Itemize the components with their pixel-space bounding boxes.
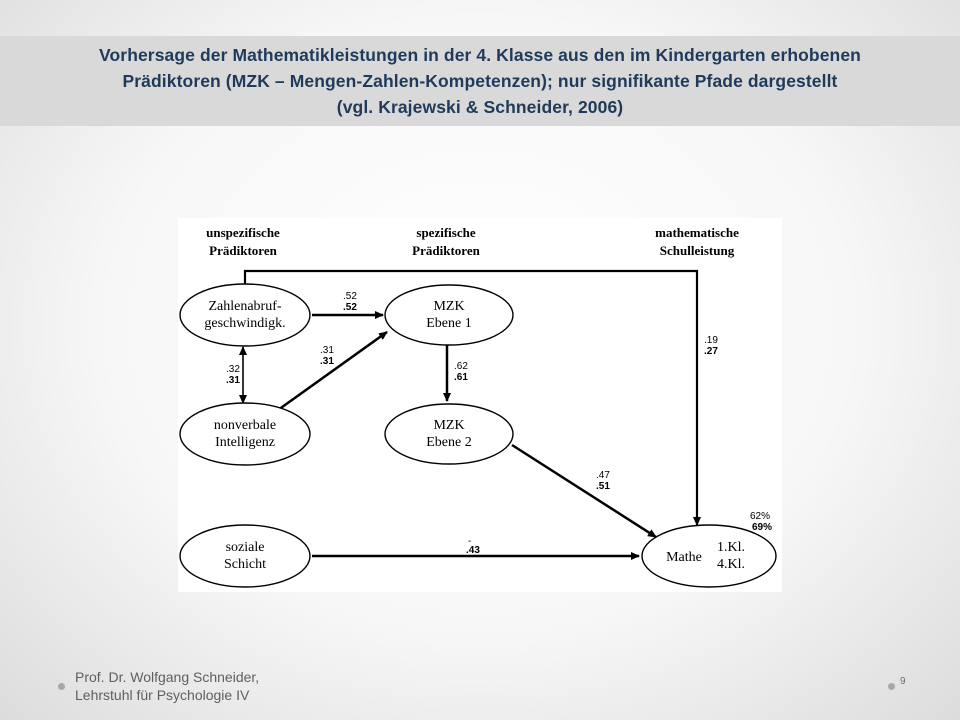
page-number: 9 (900, 676, 906, 687)
header-math-line1: mathematische (655, 225, 739, 240)
path-nonverbal-mzk1 (278, 332, 387, 410)
coef-mzk2-mathe-g4: .51 (596, 481, 610, 492)
node-nonverbal-label-2: Intelligenz (215, 435, 275, 450)
node-nonverbale-intelligenz (180, 403, 310, 465)
node-mzk-ebene1 (385, 285, 513, 345)
coef-zahl-mzk1-g4: .52 (343, 302, 357, 313)
footer-dot-left (58, 683, 65, 690)
header-unspecific-line1: unspezifische (206, 225, 280, 240)
node-mzk1-label-1: MZK (433, 299, 465, 314)
node-sozial-label-2: Schicht (224, 557, 266, 572)
node-soziale-schicht (180, 525, 310, 587)
header-unspecific-line2: Prädiktoren (209, 243, 277, 258)
footer-author (75, 668, 259, 704)
footer-dot-right (888, 683, 895, 690)
footer-line-1: Prof. Dr. Wolfgang Schneider, (75, 669, 260, 685)
node-mathe-grade1: 1.Kl. (717, 540, 745, 555)
node-mzk1-label-2: Ebene 1 (426, 316, 472, 331)
coef-mzk1-mzk2-g1: .62 (454, 361, 468, 372)
coef-sozial-mathe-g4: .43 (466, 545, 480, 556)
footer-line-2: Lehrstuhl für Psychologie IV (75, 687, 250, 703)
coef-zahl-mzk1-g1: .52 (343, 291, 357, 302)
coef-sozial-mathe-g1: - (468, 536, 472, 547)
node-zahlenabruf-label-2: geschwindigk. (204, 316, 286, 331)
title-line-1: Vorhersage der Mathematikleistungen in der 4. Klasse aus den im Kindergarten erhobenen (99, 45, 861, 65)
node-mathe (642, 525, 776, 587)
title-line-3: (vgl. Krajewski & Schneider, 2006) (336, 97, 624, 117)
coef-mzk2-mathe-g1: .47 (596, 470, 610, 481)
node-mathe-label: Mathe (666, 550, 702, 565)
node-zahlenabruf (180, 284, 310, 346)
coef-nonv-mzk1-g4: .31 (320, 356, 334, 367)
coef-zahl-mathe-g4: .27 (704, 346, 718, 357)
coef-mzk1-mzk2-g4: .61 (454, 372, 468, 383)
node-mzk2-label-1: MZK (433, 418, 465, 433)
node-zahlenabruf-label-1: Zahlenabruf- (208, 299, 282, 314)
variance-g4: 69% (752, 522, 773, 533)
header-specific-line2: Prädiktoren (412, 243, 480, 258)
node-mzk2-label-2: Ebene 2 (426, 435, 472, 450)
node-mathe-grade4: 4.Kl. (717, 557, 745, 572)
title-line-2: Prädiktoren (MZK – Mengen-Zahlen-Kompetenzen); nur signifikante Pfade dargestellt (122, 71, 838, 91)
header-specific-line1: spezifische (416, 225, 476, 240)
node-mzk-ebene2 (385, 404, 513, 464)
node-nonverbal-label-1: nonverbale (213, 418, 277, 433)
coef-zahl-nonv-g1: .32 (226, 364, 240, 375)
node-sozial-label-1: soziale (225, 540, 265, 555)
coef-nonv-mzk1-g1: .31 (320, 345, 334, 356)
coef-zahl-mathe-g1: .19 (704, 335, 718, 346)
header-math-line2: Schulleistung (659, 243, 735, 258)
path-mzk2-mathe (512, 445, 656, 537)
variance-g1: 62% (750, 511, 771, 522)
coef-zahl-nonv-g4: .31 (226, 375, 240, 386)
